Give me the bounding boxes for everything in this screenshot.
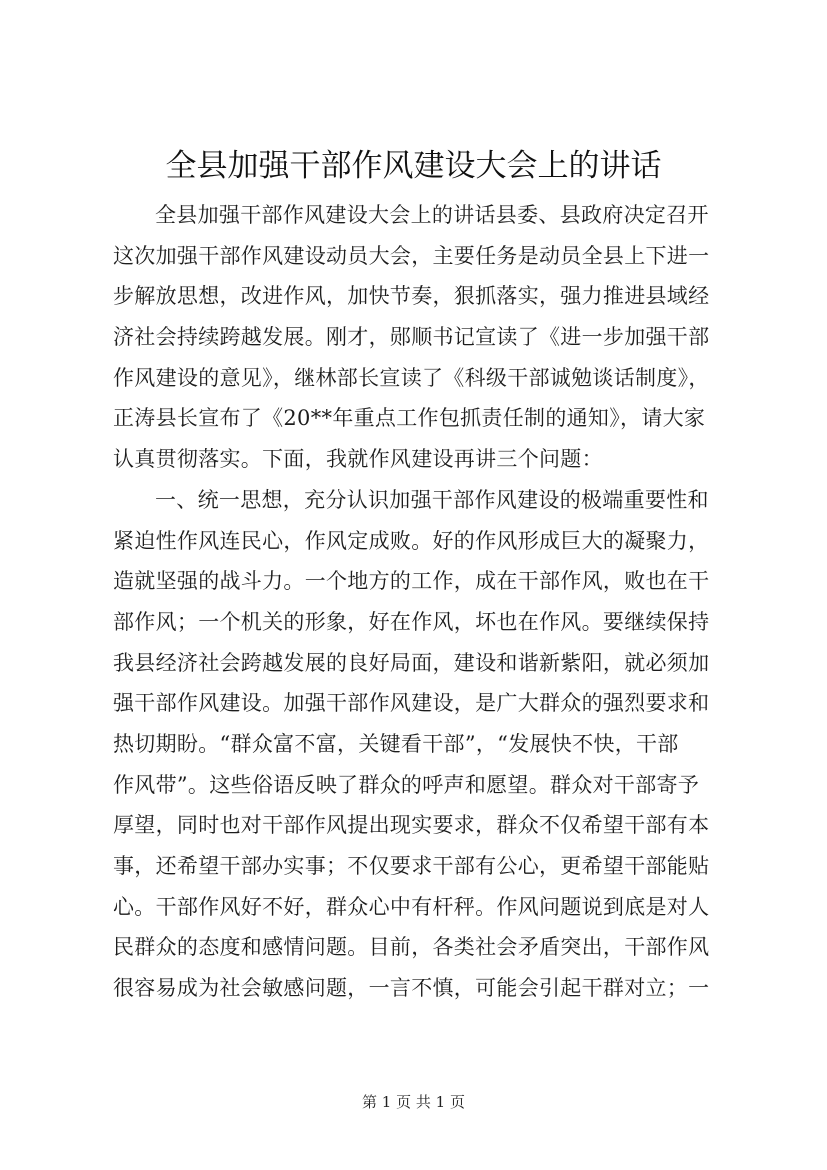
text-line: 民群众的态度和感情问题。目前，各类社会矛盾突出，干部作风 [113, 935, 710, 960]
document-body [113, 195, 723, 1009]
text-line: 紧迫性作风连民心，作风定成败。好的作风形成巨大的凝聚力， [113, 528, 710, 553]
text-line: 作风带”。这些俗语反映了群众的呼声和愿望。群众对干部寄予 [113, 772, 700, 797]
text-line: 认真贯彻落实。下面，我就作风建设再讲三个问题： [113, 447, 603, 472]
text-line: 一、统一思想，充分认识加强干部作风建设的极端重要性和 [155, 487, 709, 512]
document-title: 全县加强干部作风建设大会上的讲话 [165, 148, 662, 184]
text-line: 厚望，同时也对干部作风提出现实要求，群众不仅希望干部有本 [113, 813, 710, 838]
page-footer: 第 1 页 共 1 页 [362, 1093, 465, 1111]
text-line: 造就坚强的战斗力。一个地方的工作，成在干部作风，败也在干 [113, 569, 710, 594]
text-line: 很容易成为社会敏感问题，一言不慎，可能会引起干群对立；一 [113, 976, 710, 1001]
text-line: 强干部作风建设。加强干部作风建设，是广大群众的强烈要求和 [113, 691, 710, 716]
text-line: 济社会持续跨越发展。刚才，郧顺书记宣读了《进一步加强干部 [113, 325, 710, 350]
text-line: 心。干部作风好不好，群众心中有杆秤。作风问题说到底是对人 [113, 894, 710, 919]
text-line: 全县加强干部作风建设大会上的讲话县委、县政府决定召开 [155, 203, 709, 227]
text-line: 热切期盼。“群众富不富，关键看干部”，“发展快不快，干部 [113, 731, 679, 756]
text-line: 我县经济社会跨越发展的良好局面，建设和谐新紫阳，就必须加 [113, 650, 710, 675]
text-line: 作风建设的意见》，继林部长宣读了《科级干部诚勉谈话制度》， [113, 365, 710, 390]
text-line: 事，还希望干部办实事；不仅要求干部有公心，更希望干部能贴 [113, 854, 710, 878]
text-line: 正涛县长宣布了《20**年重点工作包抓责任制的通知》，请大家 [113, 406, 706, 431]
text-line: 步解放思想，改进作风，加快节奏，狠抓落实，强力推进县域经 [113, 284, 710, 309]
text-line: 这次加强干部作风建设动员大会，主要任务是动员全县上下进一 [113, 243, 710, 268]
text-line: 部作风；一个机关的形象，好在作风，坏也在作风。要继续保持 [113, 609, 710, 634]
